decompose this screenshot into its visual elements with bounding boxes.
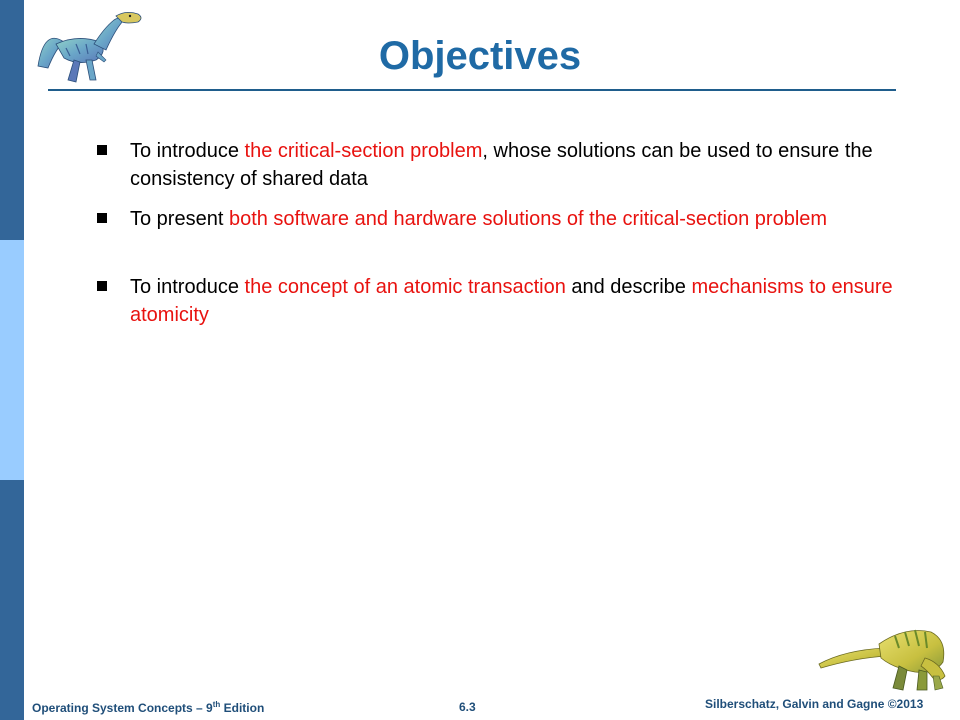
slide-title: Objectives	[378, 34, 582, 78]
footer-authors: Silberschatz, Galvin and Gagne ©2013	[705, 697, 924, 711]
highlighted-phrase: the critical-section problem	[244, 140, 483, 162]
title-divider	[48, 89, 896, 91]
bullet-segment: To introduce	[130, 276, 245, 298]
sidebar-stripe-bottom	[0, 480, 24, 720]
highlighted-phrase: both software and hardware solutions of the critical-section problem	[228, 208, 828, 230]
square-bullet-icon	[97, 213, 107, 223]
sidebar-stripe-middle	[0, 240, 24, 480]
highlighted-phrase: mechanisms to ensure atomicity	[130, 276, 893, 326]
square-bullet-icon	[97, 281, 107, 291]
bullet-text	[130, 137, 910, 193]
bullet-segment: To introduce	[130, 140, 245, 162]
bullet-text	[130, 273, 910, 329]
bullet-segment: , whose solutions can be used to ensure the consistency of shared data	[130, 140, 873, 190]
footer-book-title-text: Operating System Concepts – 9	[32, 701, 213, 715]
bullet-segment: To present	[130, 208, 229, 230]
bullet-text	[130, 205, 910, 233]
footer-book-title	[32, 700, 264, 715]
footer-superscript: th	[212, 700, 221, 709]
slide-number: 6.3	[459, 700, 476, 714]
highlighted-phrase: the concept of an atomic transaction	[244, 276, 566, 298]
footer-book-edition: Edition	[220, 701, 265, 715]
square-bullet-icon	[97, 145, 107, 155]
dinosaur-icon	[815, 618, 955, 694]
bullet-segment: and describe	[565, 276, 692, 298]
